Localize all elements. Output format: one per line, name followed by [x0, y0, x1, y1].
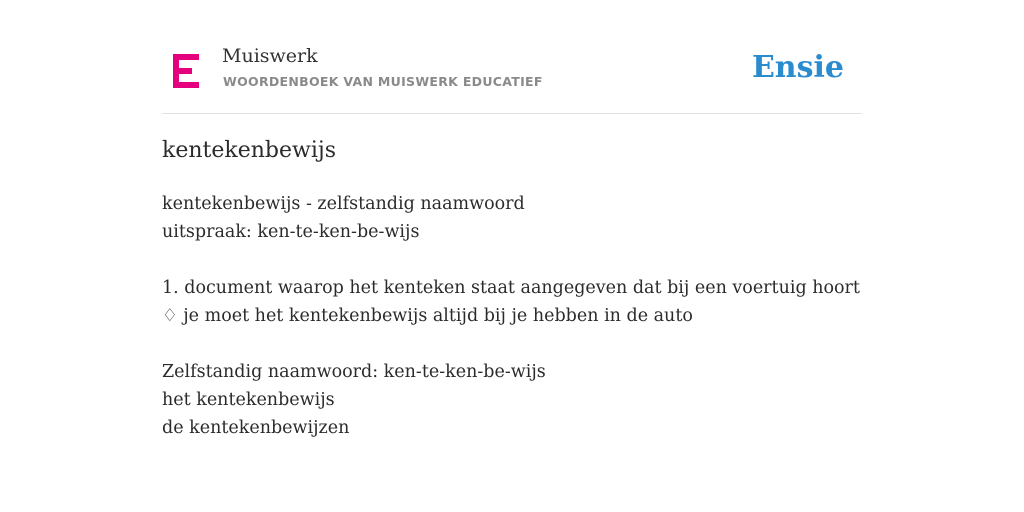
- site-subtitle: WOORDENBOEK VAN MUISWERK EDUCATIEF: [223, 74, 543, 89]
- ensie-brand-logo[interactable]: Ensie: [751, 50, 844, 85]
- pronunciation-line: uitspraak: ken-te-ken-be-wijs: [162, 222, 420, 242]
- site-header: [162, 40, 862, 114]
- singular-form: het kentekenbewijs: [162, 390, 335, 410]
- example-line: ♢ je moet het kentekenbewijs altijd bij je hebben in de auto: [162, 306, 693, 326]
- muiswerk-logo-icon[interactable]: [173, 54, 199, 88]
- page-title: kentekenbewijs: [162, 138, 336, 163]
- spacer: [162, 246, 862, 274]
- definition-line: 1. document waarop het kenteken staat aangegeven dat bij een voertuig hoort: [162, 278, 860, 298]
- part-of-speech-line: kentekenbewijs - zelfstandig naamwoord: [162, 194, 525, 214]
- site-name[interactable]: Muiswerk: [222, 45, 318, 67]
- inflection-heading: Zelfstandig naamwoord: ken-te-ken-be-wijs: [162, 362, 546, 382]
- entry-content: [162, 190, 862, 442]
- spacer: [162, 330, 862, 358]
- plural-form: de kentekenbewijzen: [162, 418, 350, 438]
